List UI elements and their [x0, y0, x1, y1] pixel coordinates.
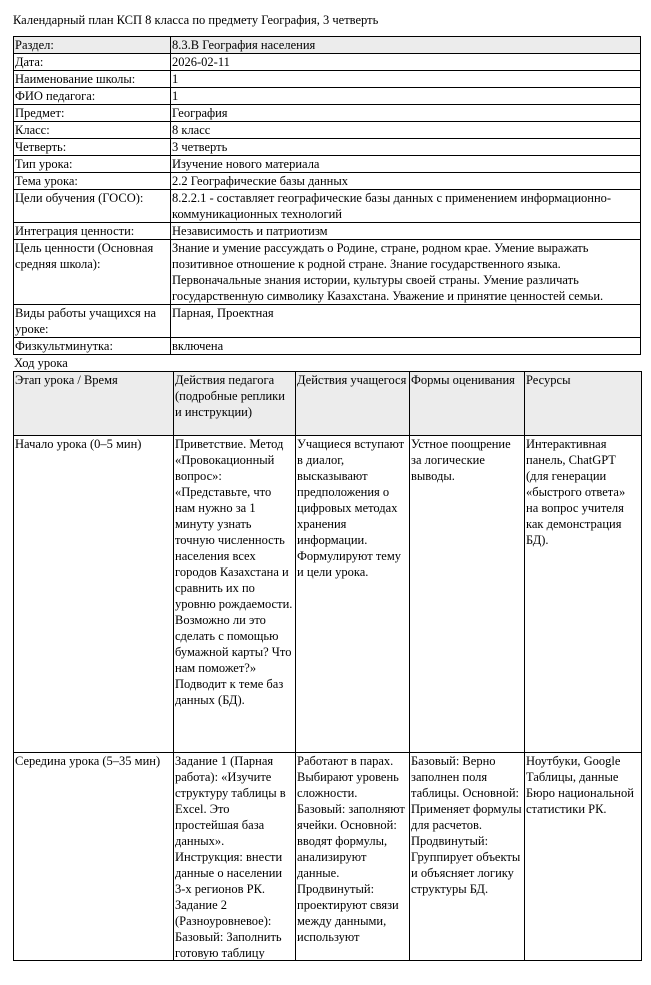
info-key: Дата:	[14, 54, 171, 71]
info-value: 2.2 Географические базы данных	[171, 173, 641, 190]
plan-row-start	[14, 436, 642, 753]
resources-cell: Интерактивная панель, ChatGPT (для генерации «быстрого ответа» на вопрос учителя как демонстрация БД).	[525, 436, 642, 753]
assessment-cell	[410, 753, 525, 961]
teacher-actions-cell: Приветствие. Метод «Провокационный вопрос»: «Представьте, что нам нужно за 1 минуту узнать точную численность населения всех городов Казахстана и сравнить их по уровню рождаемости. Возможно ли это сделать с помощью бумажной карты? Что нам поможет?» Подводит к теме баз данных (БД).	[174, 436, 296, 753]
resources-text: Ноутбуки, Google Таблицы, данные Бюро национальной статистики РК.	[526, 754, 634, 816]
column-header-resources: Ресурсы	[525, 372, 642, 436]
info-key: Предмет:	[14, 105, 171, 122]
info-value: Знание и умение рассуждать о Родине, стране, родном крае. Умение выражать позитивное отношение к родной стране. Знание государственного языка. Первоначальные знания истории, культуры своей страны. Умение различать государственную символику Казахстана. Уважение и принятие ценностей семьи.	[171, 240, 641, 305]
info-value: Изучение нового материала	[171, 156, 641, 173]
info-value: включена	[171, 338, 641, 355]
info-key: Цели обучения (ГОСО):	[14, 190, 171, 223]
plan-row-middle	[14, 753, 642, 961]
info-value: 3 четверть	[171, 139, 641, 156]
info-key: Цель ценности (Основная средняя школа):	[14, 240, 171, 305]
student-actions-cell	[296, 753, 410, 961]
info-row-topic	[14, 173, 641, 190]
plan-header-row	[14, 372, 642, 436]
stage-cell: Начало урока (0–5 мин)	[14, 436, 174, 753]
stage-cell-text: Середина урока (5–35 мин)	[15, 754, 161, 768]
document-title: Календарный план КСП 8 класса по предмету География, 3 четверть	[13, 13, 379, 27]
info-key: Виды работы учащихся на уроке:	[14, 305, 171, 338]
resources-cell	[525, 753, 642, 961]
teacher-actions-cell	[174, 753, 296, 961]
info-key: Наименование школы:	[14, 71, 171, 88]
document-page	[13, 12, 641, 961]
info-value: Независимость и патриотизм	[171, 223, 641, 240]
info-value: 8.3.В География населения	[171, 37, 641, 54]
stage-cell	[14, 753, 174, 961]
info-row-school	[14, 71, 641, 88]
info-row-work-types	[14, 305, 641, 338]
info-value: Парная, Проектная	[171, 305, 641, 338]
info-value: 1	[171, 71, 641, 88]
info-row-teacher	[14, 88, 641, 105]
student-actions-cell: Учащиеся вступают в диалог, высказывают предположения о цифровых методах хранения информации. Формулируют тему и цели урока.	[296, 436, 410, 753]
info-row-value-goal	[14, 240, 641, 305]
info-key: Тип урока:	[14, 156, 171, 173]
column-header-assessment: Формы оценивания	[410, 372, 525, 436]
column-header-stage: Этап урока / Время	[14, 372, 174, 436]
info-key: Интеграция ценности:	[14, 223, 171, 240]
info-value: География	[171, 105, 641, 122]
info-key: Тема урока:	[14, 173, 171, 190]
info-row-date	[14, 54, 641, 71]
column-header-teacher-actions: Действия педагога (подробные реплики и инструкции)	[174, 372, 296, 436]
info-key: Четверть:	[14, 139, 171, 156]
info-value: 8.2.2.1 - составляет географические базы данных с применением информационно-коммуникационных технологий	[171, 190, 641, 223]
student-actions-text: Работают в парах. Выбирают уровень сложности. Базовый: заполняют ячейки. Основной: вводят формулы, анализируют данные. Продвинутый: проектируют связи между данными, используют	[297, 754, 405, 944]
assessment-text: Базовый: Верно заполнен поля таблицы. Основной: Применяет формулы для расчетов. Продвинутый: Группирует объекты и объясняет логику структуры БД.	[411, 754, 522, 896]
info-key: Класс:	[14, 122, 171, 139]
lesson-plan-table	[13, 371, 642, 961]
info-row-quarter	[14, 139, 641, 156]
info-key: Раздел:	[14, 37, 171, 54]
lesson-info-table	[13, 36, 641, 355]
info-row-grade	[14, 122, 641, 139]
lesson-flow-heading: Ход урока	[14, 356, 68, 370]
info-row-section	[14, 37, 641, 54]
info-value: 8 класс	[171, 122, 641, 139]
info-key: Физкультминутка:	[14, 338, 171, 355]
assessment-cell: Устное поощрение за логические выводы.	[410, 436, 525, 753]
info-row-subject	[14, 105, 641, 122]
info-row-phys-break	[14, 338, 641, 355]
info-row-lesson-type	[14, 156, 641, 173]
info-value: 2026-02-11	[171, 54, 641, 71]
info-row-value-integration	[14, 223, 641, 240]
column-header-student-actions: Действия учащегося	[296, 372, 410, 436]
teacher-actions-text: Задание 1 (Парная работа): «Изучите структуру таблицы в Excel. Это простейшая база данных». Инструкция: внести данные о населении 3-х регионов РК. Задание 2 (Разноуровневое): Базовый: Заполнить готовую таблицу	[175, 754, 286, 959]
info-value: 1	[171, 88, 641, 105]
info-key: ФИО педагога:	[14, 88, 171, 105]
info-row-goals	[14, 190, 641, 223]
